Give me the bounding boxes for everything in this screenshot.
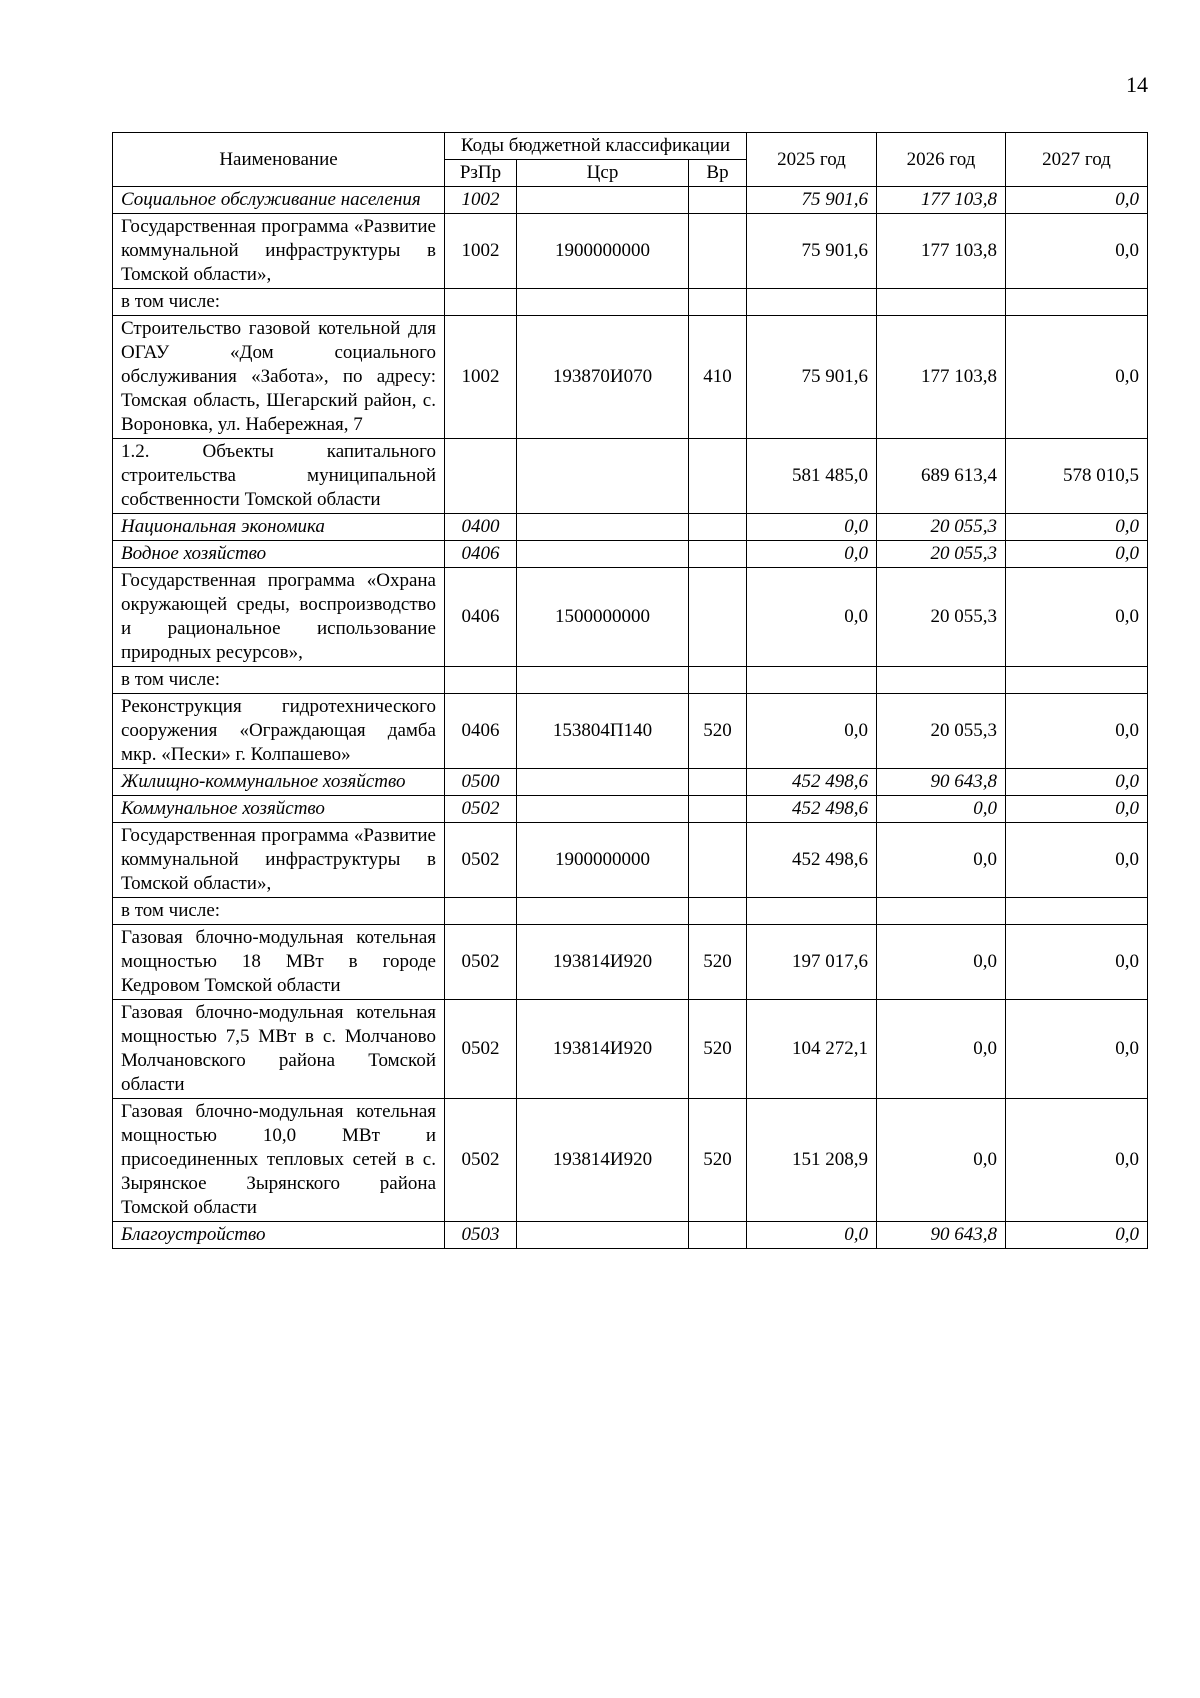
cell-rzpr: 0502 xyxy=(445,1099,517,1222)
table-row xyxy=(113,925,1148,1000)
cell-2027 xyxy=(1006,898,1148,925)
table-row xyxy=(113,1000,1148,1099)
cell-2027: 0,0 xyxy=(1006,1099,1148,1222)
cell-2026: 0,0 xyxy=(877,1000,1006,1099)
cell-2027: 0,0 xyxy=(1006,925,1148,1000)
cell-2027: 0,0 xyxy=(1006,541,1148,568)
cell-csr xyxy=(517,796,689,823)
cell-csr xyxy=(517,541,689,568)
page-number: 14 xyxy=(1126,72,1148,97)
table-row xyxy=(113,667,1148,694)
cell-2027: 0,0 xyxy=(1006,187,1148,214)
cell-2026: 177 103,8 xyxy=(877,316,1006,439)
cell-csr xyxy=(517,769,689,796)
cell-vr xyxy=(689,898,747,925)
cell-vr: 520 xyxy=(689,694,747,769)
cell-2025: 0,0 xyxy=(747,514,877,541)
table-row xyxy=(113,769,1148,796)
cell-rzpr: 0503 xyxy=(445,1222,517,1249)
cell-2025: 75 901,6 xyxy=(747,187,877,214)
cell-vr xyxy=(689,187,747,214)
cell-csr xyxy=(517,439,689,514)
table-row xyxy=(113,898,1148,925)
table-row xyxy=(113,568,1148,667)
cell-2025 xyxy=(747,898,877,925)
table-row xyxy=(113,823,1148,898)
cell-name: Благоустройство xyxy=(113,1222,445,1249)
cell-vr xyxy=(689,823,747,898)
table-row xyxy=(113,796,1148,823)
cell-2025: 452 498,6 xyxy=(747,796,877,823)
cell-2027 xyxy=(1006,667,1148,694)
cell-csr: 1900000000 xyxy=(517,823,689,898)
cell-csr xyxy=(517,289,689,316)
cell-rzpr: 0500 xyxy=(445,769,517,796)
header-2026: 2026 год xyxy=(877,133,1006,187)
cell-2027: 0,0 xyxy=(1006,214,1148,289)
cell-name: Реконструкция гидротехнического сооружения «Ограждающая дамба мкр. «Пески» г. Колпашево» xyxy=(113,694,445,769)
cell-vr: 410 xyxy=(689,316,747,439)
cell-vr xyxy=(689,541,747,568)
cell-csr: 193814И920 xyxy=(517,1099,689,1222)
cell-name: Газовая блочно-модульная котельная мощностью 18 МВт в городе Кедровом Томской области xyxy=(113,925,445,1000)
cell-2026: 20 055,3 xyxy=(877,514,1006,541)
table-row xyxy=(113,514,1148,541)
cell-csr: 153804П140 xyxy=(517,694,689,769)
header-2025: 2025 год xyxy=(747,133,877,187)
cell-csr xyxy=(517,898,689,925)
cell-rzpr: 1002 xyxy=(445,316,517,439)
cell-name: Газовая блочно-модульная котельная мощностью 10,0 МВт и присоединенных тепловых сетей в с. Зырянское Зырянского района Томской области xyxy=(113,1099,445,1222)
cell-rzpr xyxy=(445,898,517,925)
cell-rzpr xyxy=(445,439,517,514)
cell-rzpr: 0406 xyxy=(445,541,517,568)
cell-2025: 0,0 xyxy=(747,541,877,568)
cell-2026: 0,0 xyxy=(877,925,1006,1000)
cell-2025: 197 017,6 xyxy=(747,925,877,1000)
cell-name: Коммунальное хозяйство xyxy=(113,796,445,823)
cell-2026: 20 055,3 xyxy=(877,568,1006,667)
cell-name: Государственная программа «Охрана окружающей среды, воспроизводство и рациональное использование природных ресурсов», xyxy=(113,568,445,667)
cell-2026 xyxy=(877,898,1006,925)
cell-csr: 1500000000 xyxy=(517,568,689,667)
header-csr: Цср xyxy=(517,160,689,187)
cell-2025: 452 498,6 xyxy=(747,823,877,898)
cell-rzpr xyxy=(445,289,517,316)
cell-2025: 75 901,6 xyxy=(747,316,877,439)
cell-name: в том числе: xyxy=(113,289,445,316)
cell-csr: 193814И920 xyxy=(517,1000,689,1099)
cell-2027: 0,0 xyxy=(1006,568,1148,667)
cell-2026: 0,0 xyxy=(877,823,1006,898)
cell-vr: 520 xyxy=(689,1099,747,1222)
cell-2025: 104 272,1 xyxy=(747,1000,877,1099)
table-row xyxy=(113,541,1148,568)
cell-2026 xyxy=(877,667,1006,694)
cell-2026: 0,0 xyxy=(877,796,1006,823)
header-rzpr: РзПр xyxy=(445,160,517,187)
cell-rzpr: 0502 xyxy=(445,796,517,823)
cell-rzpr xyxy=(445,667,517,694)
cell-vr: 520 xyxy=(689,925,747,1000)
cell-rzpr: 0502 xyxy=(445,1000,517,1099)
cell-2027: 0,0 xyxy=(1006,316,1148,439)
cell-2026: 90 643,8 xyxy=(877,769,1006,796)
cell-2027: 0,0 xyxy=(1006,1000,1148,1099)
header-2027: 2027 год xyxy=(1006,133,1148,187)
cell-2027 xyxy=(1006,289,1148,316)
cell-2026: 177 103,8 xyxy=(877,214,1006,289)
cell-name: Государственная программа «Развитие коммунальной инфраструктуры в Томской области», xyxy=(113,214,445,289)
cell-rzpr: 0406 xyxy=(445,694,517,769)
cell-rzpr: 0502 xyxy=(445,925,517,1000)
cell-2027: 0,0 xyxy=(1006,769,1148,796)
table-row xyxy=(113,289,1148,316)
table-body xyxy=(113,187,1148,1249)
table-row xyxy=(113,439,1148,514)
cell-vr xyxy=(689,289,747,316)
cell-vr xyxy=(689,769,747,796)
cell-2027: 0,0 xyxy=(1006,694,1148,769)
cell-2025: 581 485,0 xyxy=(747,439,877,514)
cell-2026 xyxy=(877,289,1006,316)
cell-2026: 20 055,3 xyxy=(877,541,1006,568)
cell-name: в том числе: xyxy=(113,667,445,694)
cell-2025: 75 901,6 xyxy=(747,214,877,289)
cell-2027: 0,0 xyxy=(1006,823,1148,898)
table-row xyxy=(113,214,1148,289)
cell-2027: 0,0 xyxy=(1006,1222,1148,1249)
cell-2026: 689 613,4 xyxy=(877,439,1006,514)
cell-csr xyxy=(517,1222,689,1249)
cell-2025: 0,0 xyxy=(747,568,877,667)
cell-vr xyxy=(689,214,747,289)
cell-2025: 452 498,6 xyxy=(747,769,877,796)
header-row xyxy=(113,133,1148,160)
cell-rzpr: 1002 xyxy=(445,214,517,289)
cell-csr: 193870И070 xyxy=(517,316,689,439)
cell-csr xyxy=(517,514,689,541)
cell-2025: 0,0 xyxy=(747,694,877,769)
cell-vr: 520 xyxy=(689,1000,747,1099)
header-codes-group: Коды бюджетной классификации xyxy=(445,133,747,160)
cell-vr xyxy=(689,568,747,667)
cell-2026: 90 643,8 xyxy=(877,1222,1006,1249)
table-row xyxy=(113,187,1148,214)
cell-name: Газовая блочно-модульная котельная мощностью 7,5 МВт в с. Молчаново Молчановского района Томской области xyxy=(113,1000,445,1099)
cell-2025: 151 208,9 xyxy=(747,1099,877,1222)
header-name: Наименование xyxy=(113,133,445,187)
cell-2025: 0,0 xyxy=(747,1222,877,1249)
cell-csr: 193814И920 xyxy=(517,925,689,1000)
table-row xyxy=(113,694,1148,769)
cell-vr xyxy=(689,796,747,823)
cell-rzpr: 0502 xyxy=(445,823,517,898)
header-vr: Вр xyxy=(689,160,747,187)
budget-table xyxy=(112,132,1148,1249)
cell-2026: 0,0 xyxy=(877,1099,1006,1222)
cell-name: Жилищно-коммунальное хозяйство xyxy=(113,769,445,796)
cell-vr xyxy=(689,439,747,514)
table-row xyxy=(113,316,1148,439)
cell-2025 xyxy=(747,667,877,694)
cell-2027: 0,0 xyxy=(1006,514,1148,541)
cell-rzpr: 1002 xyxy=(445,187,517,214)
cell-csr xyxy=(517,667,689,694)
cell-name: в том числе: xyxy=(113,898,445,925)
cell-csr xyxy=(517,187,689,214)
cell-name: Социальное обслуживание населения xyxy=(113,187,445,214)
cell-2026: 177 103,8 xyxy=(877,187,1006,214)
table-row xyxy=(113,1099,1148,1222)
cell-name: 1.2. Объекты капитального строительства муниципальной собственности Томской области xyxy=(113,439,445,514)
cell-rzpr: 0406 xyxy=(445,568,517,667)
cell-vr xyxy=(689,1222,747,1249)
cell-name: Строительство газовой котельной для ОГАУ «Дом социального обслуживания «Забота», по адресу: Томская область, Шегарский район, с. Вороновка, ул. Набережная, 7 xyxy=(113,316,445,439)
cell-name: Водное хозяйство xyxy=(113,541,445,568)
cell-name: Государственная программа «Развитие коммунальной инфраструктуры в Томской области», xyxy=(113,823,445,898)
cell-vr xyxy=(689,514,747,541)
cell-rzpr: 0400 xyxy=(445,514,517,541)
cell-2026: 20 055,3 xyxy=(877,694,1006,769)
cell-2027: 0,0 xyxy=(1006,796,1148,823)
cell-name: Национальная экономика xyxy=(113,514,445,541)
cell-2025 xyxy=(747,289,877,316)
table-row xyxy=(113,1222,1148,1249)
cell-csr: 1900000000 xyxy=(517,214,689,289)
cell-2027: 578 010,5 xyxy=(1006,439,1148,514)
cell-vr xyxy=(689,667,747,694)
